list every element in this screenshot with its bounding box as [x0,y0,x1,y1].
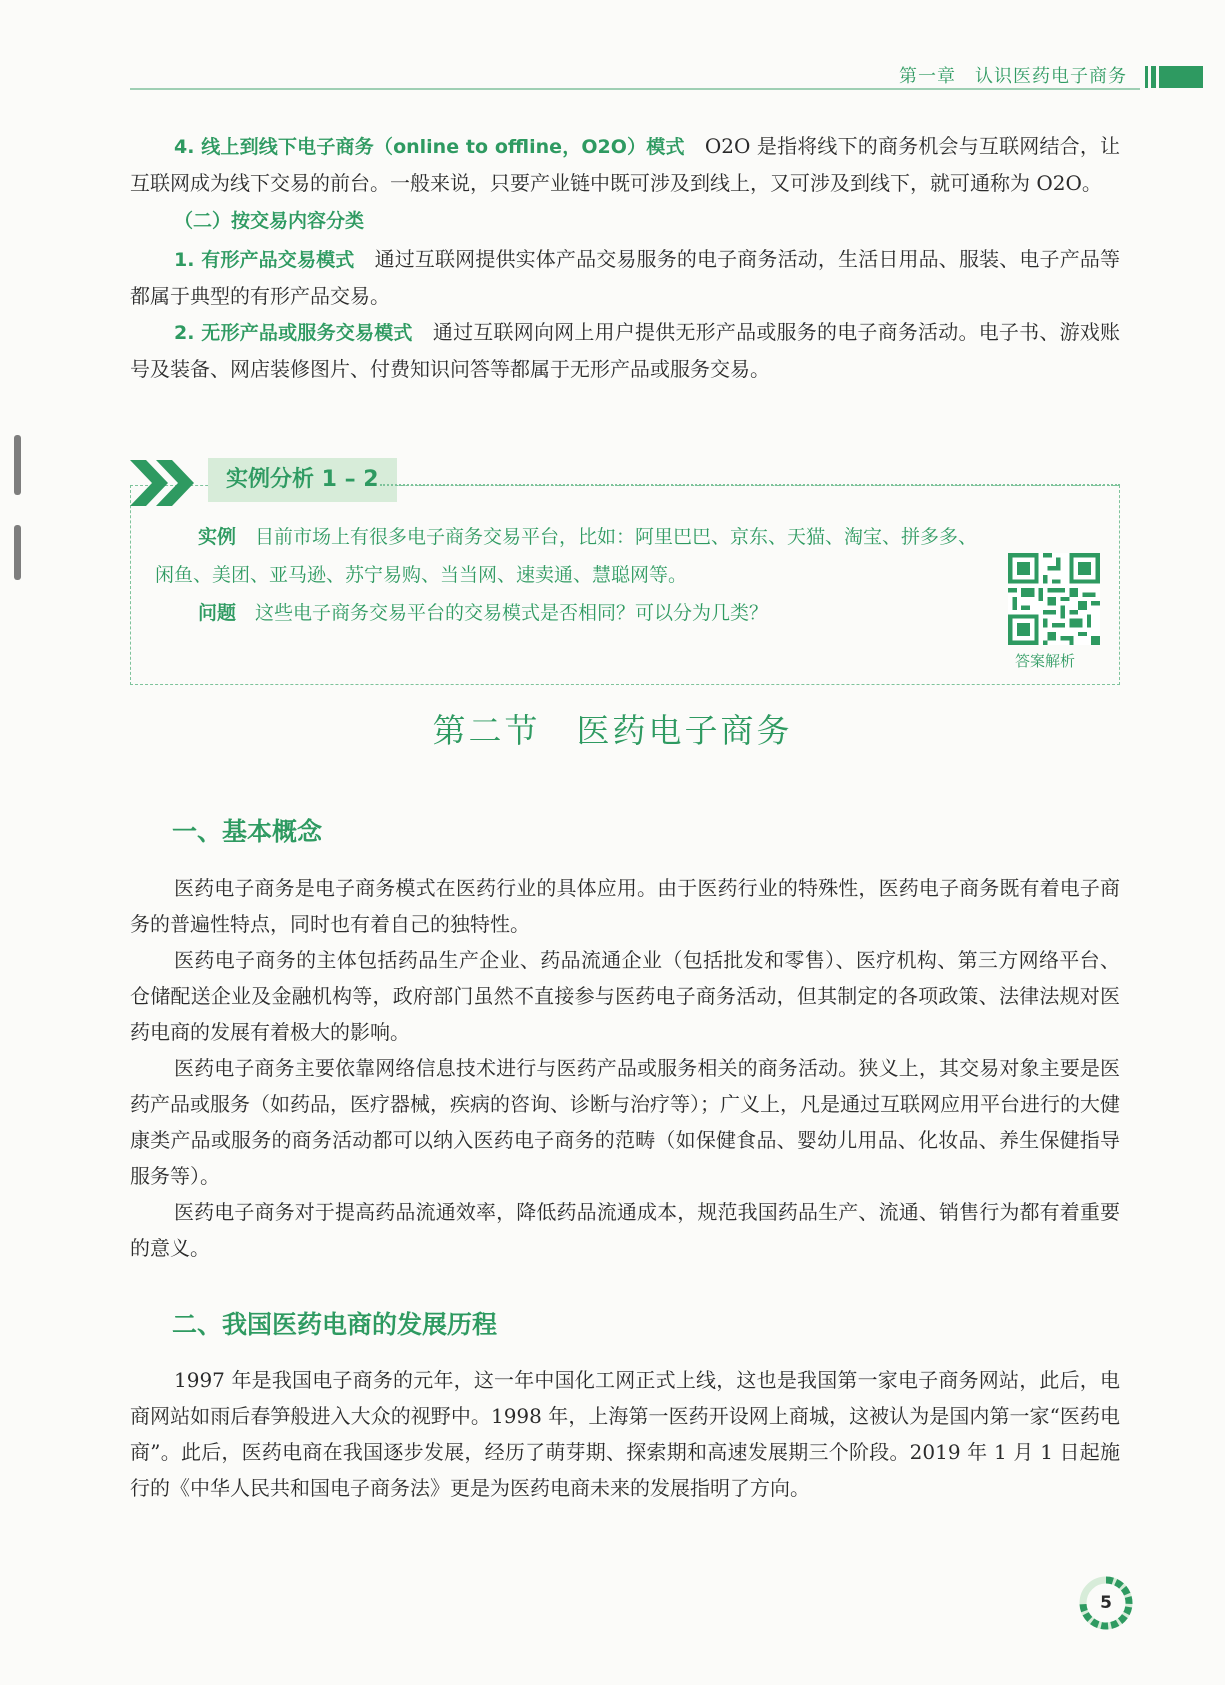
case-label: 实例 [198,526,237,548]
item2-heading: 2. 无形产品或服务交易模式 [174,322,413,344]
page-edge-mark [14,435,21,495]
qr-caption: 答案解析 [1015,652,1076,670]
item4-heading: 4. 线上到线下电子商务（online to offline，O2O）模式 [174,136,685,158]
chapter-tab-marker [1145,66,1205,90]
part2-heading: 二、我国医药电商的发展历程 [172,1310,498,1339]
top-section [130,128,1120,387]
example-label: 实例分析 1 – 2 [208,458,397,502]
item2-paragraph [130,314,1120,387]
page-number: 5 [1100,1593,1112,1613]
item1-heading: 1. 有形产品交易模式 [174,249,355,271]
case-line-1 [198,518,977,556]
case-text-1: 目前市场上有很多电子商务交易平台，比如：阿里巴巴、京东、天猫、淘宝、拼多多、 [255,526,978,548]
part1-paragraph: 医药电子商务是电子商务模式在医药行业的具体应用。由于医药行业的特殊性，医药电子商务既有着电子商务的普遍性特点，同时也有着自己的独特性。 [130,876,1120,936]
question-line [198,594,768,632]
section-title: 第二节 医药电子商务 [432,711,793,750]
part1-paragraph: 医药电子商务对于提高药品流通效率，降低药品流通成本，规范我国药品生产、流通、销售行为都有着重要的意义。 [130,1200,1120,1260]
part1-heading: 一、基本概念 [172,817,323,846]
part2-body [130,1362,1120,1506]
example-dotted-rule [380,484,1120,486]
item1-text: 通过互联网提供实体产品交易服务的电子商务活动，生活日用品、服装、电子产品等都属于典型的有形产品交易。 [130,247,1121,308]
case-line-2: 闲鱼、美团、亚马逊、苏宁易购、当当网、速卖通、慧聪网等。 [155,564,688,586]
chapter-title: 第一章 认识医药电子商务 [899,66,1127,87]
header-rule [130,88,1140,90]
item1-paragraph [130,241,1120,314]
item2-text: 通过互联网向网上用户提供无形产品或服务的电子商务活动。电子书、游戏账号及装备、网店装修图片、付费知识问答等都属于无形产品或服务交易。 [130,320,1121,381]
question-text: 这些电子商务交易平台的交易模式是否相同？可以分为几类？ [255,602,769,624]
sub-heading: （二）按交易内容分类 [174,210,365,232]
example-header [130,458,1120,508]
page-number-badge [1078,1575,1134,1631]
qr-code-icon[interactable] [1008,553,1100,645]
page-edge-mark [14,525,21,580]
part1-paragraph: 医药电子商务主要依靠网络信息技术进行与医药产品或服务相关的商务活动。狭义上，其交易对象主要是医药产品或服务（如药品，医疗器械，疾病的咨询、诊断与治疗等）；广义上，凡是通过互联网应用平台进行的大健康类产品或服务的商务活动都可以纳入医药电子商务的范畴（如保健食品、婴幼儿用品、化妆品、养生保健指导服务等）。 [130,1056,1120,1188]
part2-paragraph: 1997 年是我国电子商务的元年，这一年中国化工网正式上线，这也是我国第一家电子商务网站，此后，电商网站如雨后春笋般进入大众的视野中。1998 年，上海第一医药开设网上商城，这被认为是国内第一家“医药电商”。此后，医药电商在我国逐步发展，经历了萌芽期、探索期和高速发展期三个阶段。2019 年 1 月 1 日起施行的《中华人民共和国电子商务法》更是为医药电商未来的发展指明了方向。 [130,1368,1120,1500]
double-chevron-icon [130,458,200,508]
item4-text: O2O 是指将线下的商务机会与互联网结合，让互联网成为线下交易的前台。一般来说，只要产业链中既可涉及到线上，又可涉及到线下，就可通称为 O2O。 [130,134,1121,195]
part1-body [130,870,1120,1266]
item4-paragraph [130,128,1120,201]
question-label: 问题 [198,602,237,624]
part1-paragraph: 医药电子商务的主体包括药品生产企业、药品流通企业（包括批发和零售）、医疗机构、第三方网络平台、仓储配送企业及金融机构等，政府部门虽然不直接参与医药电子商务活动，但其制定的各项政策、法律法规对医药电商的发展有着极大的影响。 [130,948,1120,1044]
